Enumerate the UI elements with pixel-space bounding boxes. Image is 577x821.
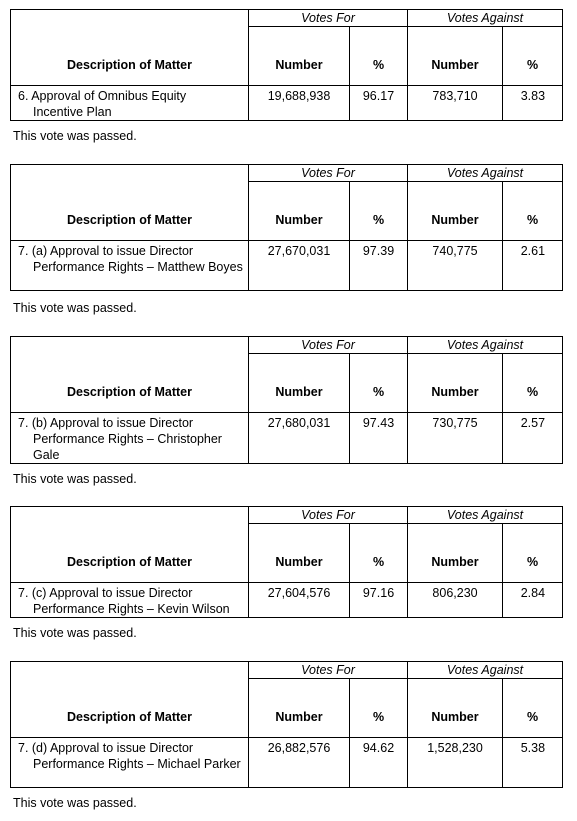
for-number-header: Number: [249, 182, 350, 241]
matter-title-cont: Performance Rights – Christopher Gale: [33, 432, 222, 462]
votes-for-header: Votes For: [249, 10, 408, 27]
vote-result: This vote was passed.: [13, 472, 137, 486]
matter-title: 7. (c) Approval to issue Director: [18, 586, 193, 600]
vote-result: This vote was passed.: [13, 129, 137, 143]
for-percent-header: %: [350, 679, 408, 738]
matter-title: 7. (a) Approval to issue Director: [18, 244, 194, 258]
matter-title-cont: Incentive Plan: [33, 105, 112, 119]
against-number: 783,710: [408, 86, 503, 121]
for-percent-header: %: [350, 182, 408, 241]
matter-description: [11, 86, 249, 121]
against-number: 806,230: [408, 583, 503, 618]
vote-table: [10, 164, 563, 291]
for-number-header: Number: [249, 354, 350, 413]
against-percent-header: %: [503, 27, 563, 86]
for-percent: 97.16: [350, 583, 408, 618]
matter-title-cont: Performance Rights – Kevin Wilson: [33, 602, 230, 616]
vote-table-block: [10, 164, 563, 291]
against-percent: 2.61: [503, 241, 563, 291]
vote-result: This vote was passed.: [13, 626, 137, 640]
for-percent: 96.17: [350, 86, 408, 121]
vote-result: This vote was passed.: [13, 301, 137, 315]
against-number-header: Number: [408, 27, 503, 86]
for-number: 27,604,576: [249, 583, 350, 618]
for-percent-header: %: [350, 27, 408, 86]
vote-table: [10, 336, 563, 464]
vote-table: [10, 661, 563, 788]
votes-for-header: Votes For: [249, 337, 408, 354]
matter-title: 6. Approval of Omnibus Equity: [18, 89, 187, 103]
matter-description: [11, 738, 249, 788]
for-number: 27,680,031: [249, 413, 350, 464]
matter-title: 7. (b) Approval to issue Director: [18, 416, 194, 430]
description-header: Description of Matter: [11, 182, 249, 241]
votes-against-header: Votes Against: [408, 10, 563, 27]
against-number-header: Number: [408, 524, 503, 583]
for-percent: 97.43: [350, 413, 408, 464]
against-number: 730,775: [408, 413, 503, 464]
against-percent-header: %: [503, 524, 563, 583]
votes-against-header: Votes Against: [408, 337, 563, 354]
description-header: Description of Matter: [11, 354, 249, 413]
for-number: 26,882,576: [249, 738, 350, 788]
description-header: Description of Matter: [11, 679, 249, 738]
against-number: 740,775: [408, 241, 503, 291]
vote-table-block: [10, 9, 563, 121]
votes-against-header: Votes Against: [408, 662, 563, 679]
for-number: 19,688,938: [249, 86, 350, 121]
vote-table: [10, 506, 563, 618]
votes-against-header: Votes Against: [408, 507, 563, 524]
against-percent: 5.38: [503, 738, 563, 788]
against-percent-header: %: [503, 679, 563, 738]
against-percent-header: %: [503, 354, 563, 413]
votes-for-header: Votes For: [249, 165, 408, 182]
against-percent: 2.57: [503, 413, 563, 464]
for-number: 27,670,031: [249, 241, 350, 291]
vote-result: This vote was passed.: [13, 796, 137, 810]
against-number-header: Number: [408, 354, 503, 413]
matter-title-cont: Performance Rights – Matthew Boyes: [33, 260, 243, 274]
matter-description: [11, 583, 249, 618]
for-percent-header: %: [350, 524, 408, 583]
against-percent: 3.83: [503, 86, 563, 121]
votes-against-header: Votes Against: [408, 165, 563, 182]
against-percent-header: %: [503, 182, 563, 241]
against-percent: 2.84: [503, 583, 563, 618]
vote-table-block: [10, 336, 563, 464]
against-number: 1,528,230: [408, 738, 503, 788]
vote-table: [10, 9, 563, 121]
votes-for-header: Votes For: [249, 507, 408, 524]
description-header: Description of Matter: [11, 524, 249, 583]
for-percent-header: %: [350, 354, 408, 413]
matter-description: [11, 241, 249, 291]
for-percent: 97.39: [350, 241, 408, 291]
against-number-header: Number: [408, 182, 503, 241]
matter-description: [11, 413, 249, 464]
vote-table-block: [10, 661, 563, 788]
for-number-header: Number: [249, 679, 350, 738]
for-number-header: Number: [249, 27, 350, 86]
for-percent: 94.62: [350, 738, 408, 788]
against-number-header: Number: [408, 679, 503, 738]
votes-for-header: Votes For: [249, 662, 408, 679]
matter-title-cont: Performance Rights – Michael Parker: [33, 757, 241, 771]
description-header: Description of Matter: [11, 27, 249, 86]
for-number-header: Number: [249, 524, 350, 583]
vote-table-block: [10, 506, 563, 618]
matter-title: 7. (d) Approval to issue Director: [18, 741, 194, 755]
